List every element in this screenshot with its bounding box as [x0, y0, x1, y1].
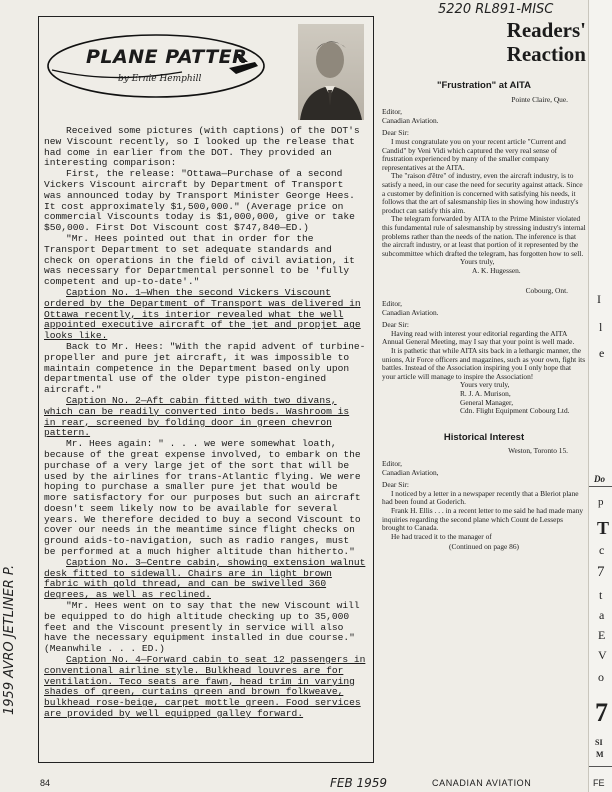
letter-aita [382, 82, 586, 275]
letter-historical [382, 431, 586, 552]
adjacent-char: SI [595, 738, 603, 747]
column-paragraph: "Mr. Hees pointed out that in order for the Transport Department to set adequate standards and check on operations in the field of civil aviation, it was necessary for Departmental personnel to be 'fully competent and up-to-date'." [44, 232, 355, 288]
column-byline: by Ernie Hemphill [118, 74, 202, 84]
adjacent-rule [589, 486, 612, 487]
column-paragraph: Received some pictures (with captions) of the DOT's new Viscount recently, so I looked up the release that had come in earlier from the DOT. They provided an interesting comparison: [44, 125, 360, 169]
column-paragraph: First, the release: "Ottawa—Purchase of a second Vickers Viscount aircraft by Department of Transport was announced today by Transport Minister George Hees. It cost approximately $1,500,000." (Average price on commercial Viscounts today is $1,000,000, give or take $50,000. First Dot Viscount cost $747,840—ED.) [44, 168, 355, 234]
recipient-line: Canadian Aviation. [382, 307, 439, 317]
plane-patter-column [38, 16, 374, 763]
signature-line: General Manager, [460, 397, 514, 407]
letter-place: Pointe Claire, Que. [511, 94, 568, 104]
signature-line: R. J. A. Murison, [460, 389, 511, 398]
adjacent-char: t [599, 588, 603, 602]
recipient-line: Editor, [382, 299, 403, 309]
adjacent-char: e [599, 346, 605, 360]
margin-annotation: 1959 AVRO JETLINER P. [2, 564, 17, 715]
adjacent-char: Do [594, 474, 605, 484]
photo-caption: Caption No. 2—Aft cabin fitted with two divans, which can be readily converted into beds. Washroom is in rear, screened by folding door in green chevron pattern. [44, 394, 350, 439]
letter-paragraph: It is pathetic that while AITA sits back in a lethargic manner, the unions, Air Force officers and magazines, such as your own, fight its battles. Instead of the Association inspiring you I only hope that your article will manage to inspire the Association! [382, 346, 586, 381]
letter-paragraph: He had traced it to the manager of [391, 531, 492, 541]
heading-line-2: Reaction [506, 42, 586, 66]
adjacent-char: p [598, 496, 604, 508]
column-title: PLANE PATTER [86, 46, 248, 68]
section-heading [438, 18, 586, 66]
letter-salutation: Dear Sir: [382, 320, 409, 330]
photo-caption: Caption No. 3—Centre cabin, showing extension walnut desk fitted to sidewall. Chairs are in light brown fabric with gold thread, and can be swivelled 360 degrees, as well as reclined. [44, 556, 366, 601]
adjacent-char: V [598, 648, 607, 662]
photo-caption: Caption No. 1—When the second Vickers Viscount ordered by the Department of Transport was delivered in Ottawa recently, its interior revealed what the well appointed executive aircraft of the jet and propjet age looks like. [44, 286, 361, 342]
letter-paragraph: The "raison d'être" of industry, even the aircraft industry, is to satisfy a need, in our case the need for security against attack. Since a customer by definition is concerned with satisfying his needs, it follows that the art of salesmanship lies in showing how industry's product can satisfy this aim. [382, 171, 583, 215]
letter-place: Weston, Toronto 15. [508, 446, 568, 456]
adjacent-rule [589, 766, 612, 767]
letter-paragraph: Having read with interest your editorial regarding the AITA Annual General Meeting, may I say that your point is well made. [382, 328, 575, 347]
author-photo [298, 24, 364, 120]
heading-line-1: Readers' [506, 18, 586, 42]
letter-recipient [382, 108, 586, 125]
adjacent-char: E [598, 628, 606, 642]
adjacent-char: T [597, 518, 610, 538]
column-paragraph: Mr. Hees again: " . . . we were somewhat loath, because of the great expense involved, to embark on the purchase of a very large jet of the sort that will be used by the airlines for trans-Atlantic flying. We were hoping to purchase a smaller pure jet that would be more satisfactory for our purposes but such an aircraft doesn't seem likely now to be available for several years. We therefore decided to buy a second Viscount to cover our needs in the meantime since flight checks on ground aids-to-navigation, such as radio ranges, must be performed at a much higher altitude than hitherto." [44, 438, 361, 558]
letters-body [382, 82, 586, 552]
letter-recipient [382, 460, 586, 477]
letter-subhead: "Frustration" at AITA [437, 80, 531, 91]
adjacent-char: 7 [597, 564, 605, 580]
date-annotation: FEB 1959 [330, 776, 388, 790]
column-paragraph: "Mr. Hees went on to say that the new Viscount will be equipped to do high altitude checking up to 35,000 feet and the Viscount presently in service will also have the necessary equipment installed in due course." (Meanwhile . . . ED.) [44, 600, 360, 655]
letter-subhead: Historical Interest [443, 431, 525, 443]
adjacent-char: l [599, 320, 603, 334]
letter-paragraph: Frank H. Ellis . . . in a recent letter to me said he had made many inquiries regarding the second plane which Count de Lesseps brought to Canada. [382, 505, 584, 533]
publication-name: CANADIAN AVIATION [432, 778, 532, 788]
letter-salutation: Dear Sir: [382, 480, 409, 490]
letter-signature: A. K. Hugessen. [472, 265, 521, 275]
author-portrait [298, 24, 364, 120]
adjacent-page-edge [588, 0, 612, 792]
letter-salutation: Dear Sir: [382, 128, 409, 138]
photo-caption: Caption No. 4—Forward cabin to seat 12 passengers in conventional airline style. Bulkhead louvres are for ventilation. Teco seats are fawn, head trim in varying shades of green, curtains green and brown folkweave, bulkhead rose-beige, carpet mottle green. Food services are provided by well equipped galley forward. [44, 654, 366, 720]
recipient-line: Editor, [382, 107, 403, 117]
continued-note: (Continued on page 86) [449, 542, 519, 552]
page-number: 84 [40, 778, 51, 788]
adjacent-char: 7 [595, 698, 608, 727]
letter-cobourg [382, 287, 586, 415]
adjacent-char: a [599, 608, 605, 622]
adjacent-char: o [598, 670, 604, 684]
recipient-line: Canadian Aviation, [382, 467, 439, 477]
adjacent-char: c [599, 543, 605, 557]
letter-signature [382, 390, 586, 416]
column-banner [44, 24, 366, 124]
adjacent-char: I [597, 292, 601, 306]
letter-paragraph: I noticed by a letter in a newspaper recently that a Bleriot plane had been found at Goderich. [382, 488, 579, 507]
banner-ellipse [44, 28, 274, 110]
letter-recipient [382, 300, 586, 317]
adjacent-char: M [596, 750, 604, 759]
letter-paragraph: I must congratulate you on your recent article "Current and Candid" by Veni Vidi which captured the very real sense of frustration experienced by many of the smaller company representatives at the AITA. [382, 136, 566, 172]
column-paragraph: Back to Mr. Hees: "With the rapid advent of turbine-propeller and pure jet aircraft, it was impossible to maintain competence in the Department based only upon departmental use of the older type piston-engined aircraft." [44, 340, 366, 396]
letter-closing: Yours truly, [460, 257, 495, 267]
recipient-line: Canadian Aviation. [382, 115, 439, 125]
letter-closing: Yours very truly, [460, 380, 510, 390]
adjacent-char: FE [593, 778, 605, 788]
letter-paragraph: The telegram forwarded by AITA to the Prime Minister violated this fundamental rule of salesmanship by stressing industry's internal problems rather than the needs of the nation. The inference is that the aircraft industry, or at least that portion of it represented by the subcommittee which drafted the telegram, has forgotten how to sell. [382, 214, 586, 258]
archive-annotation: 5220 RL891-MISC [438, 2, 554, 17]
column-body [44, 126, 366, 720]
letter-place: Cobourg, Ont. [525, 286, 568, 296]
signature-line: Cdn. Flight Equipment Cobourg Ltd. [460, 406, 570, 416]
recipient-line: Editor, [382, 458, 403, 468]
